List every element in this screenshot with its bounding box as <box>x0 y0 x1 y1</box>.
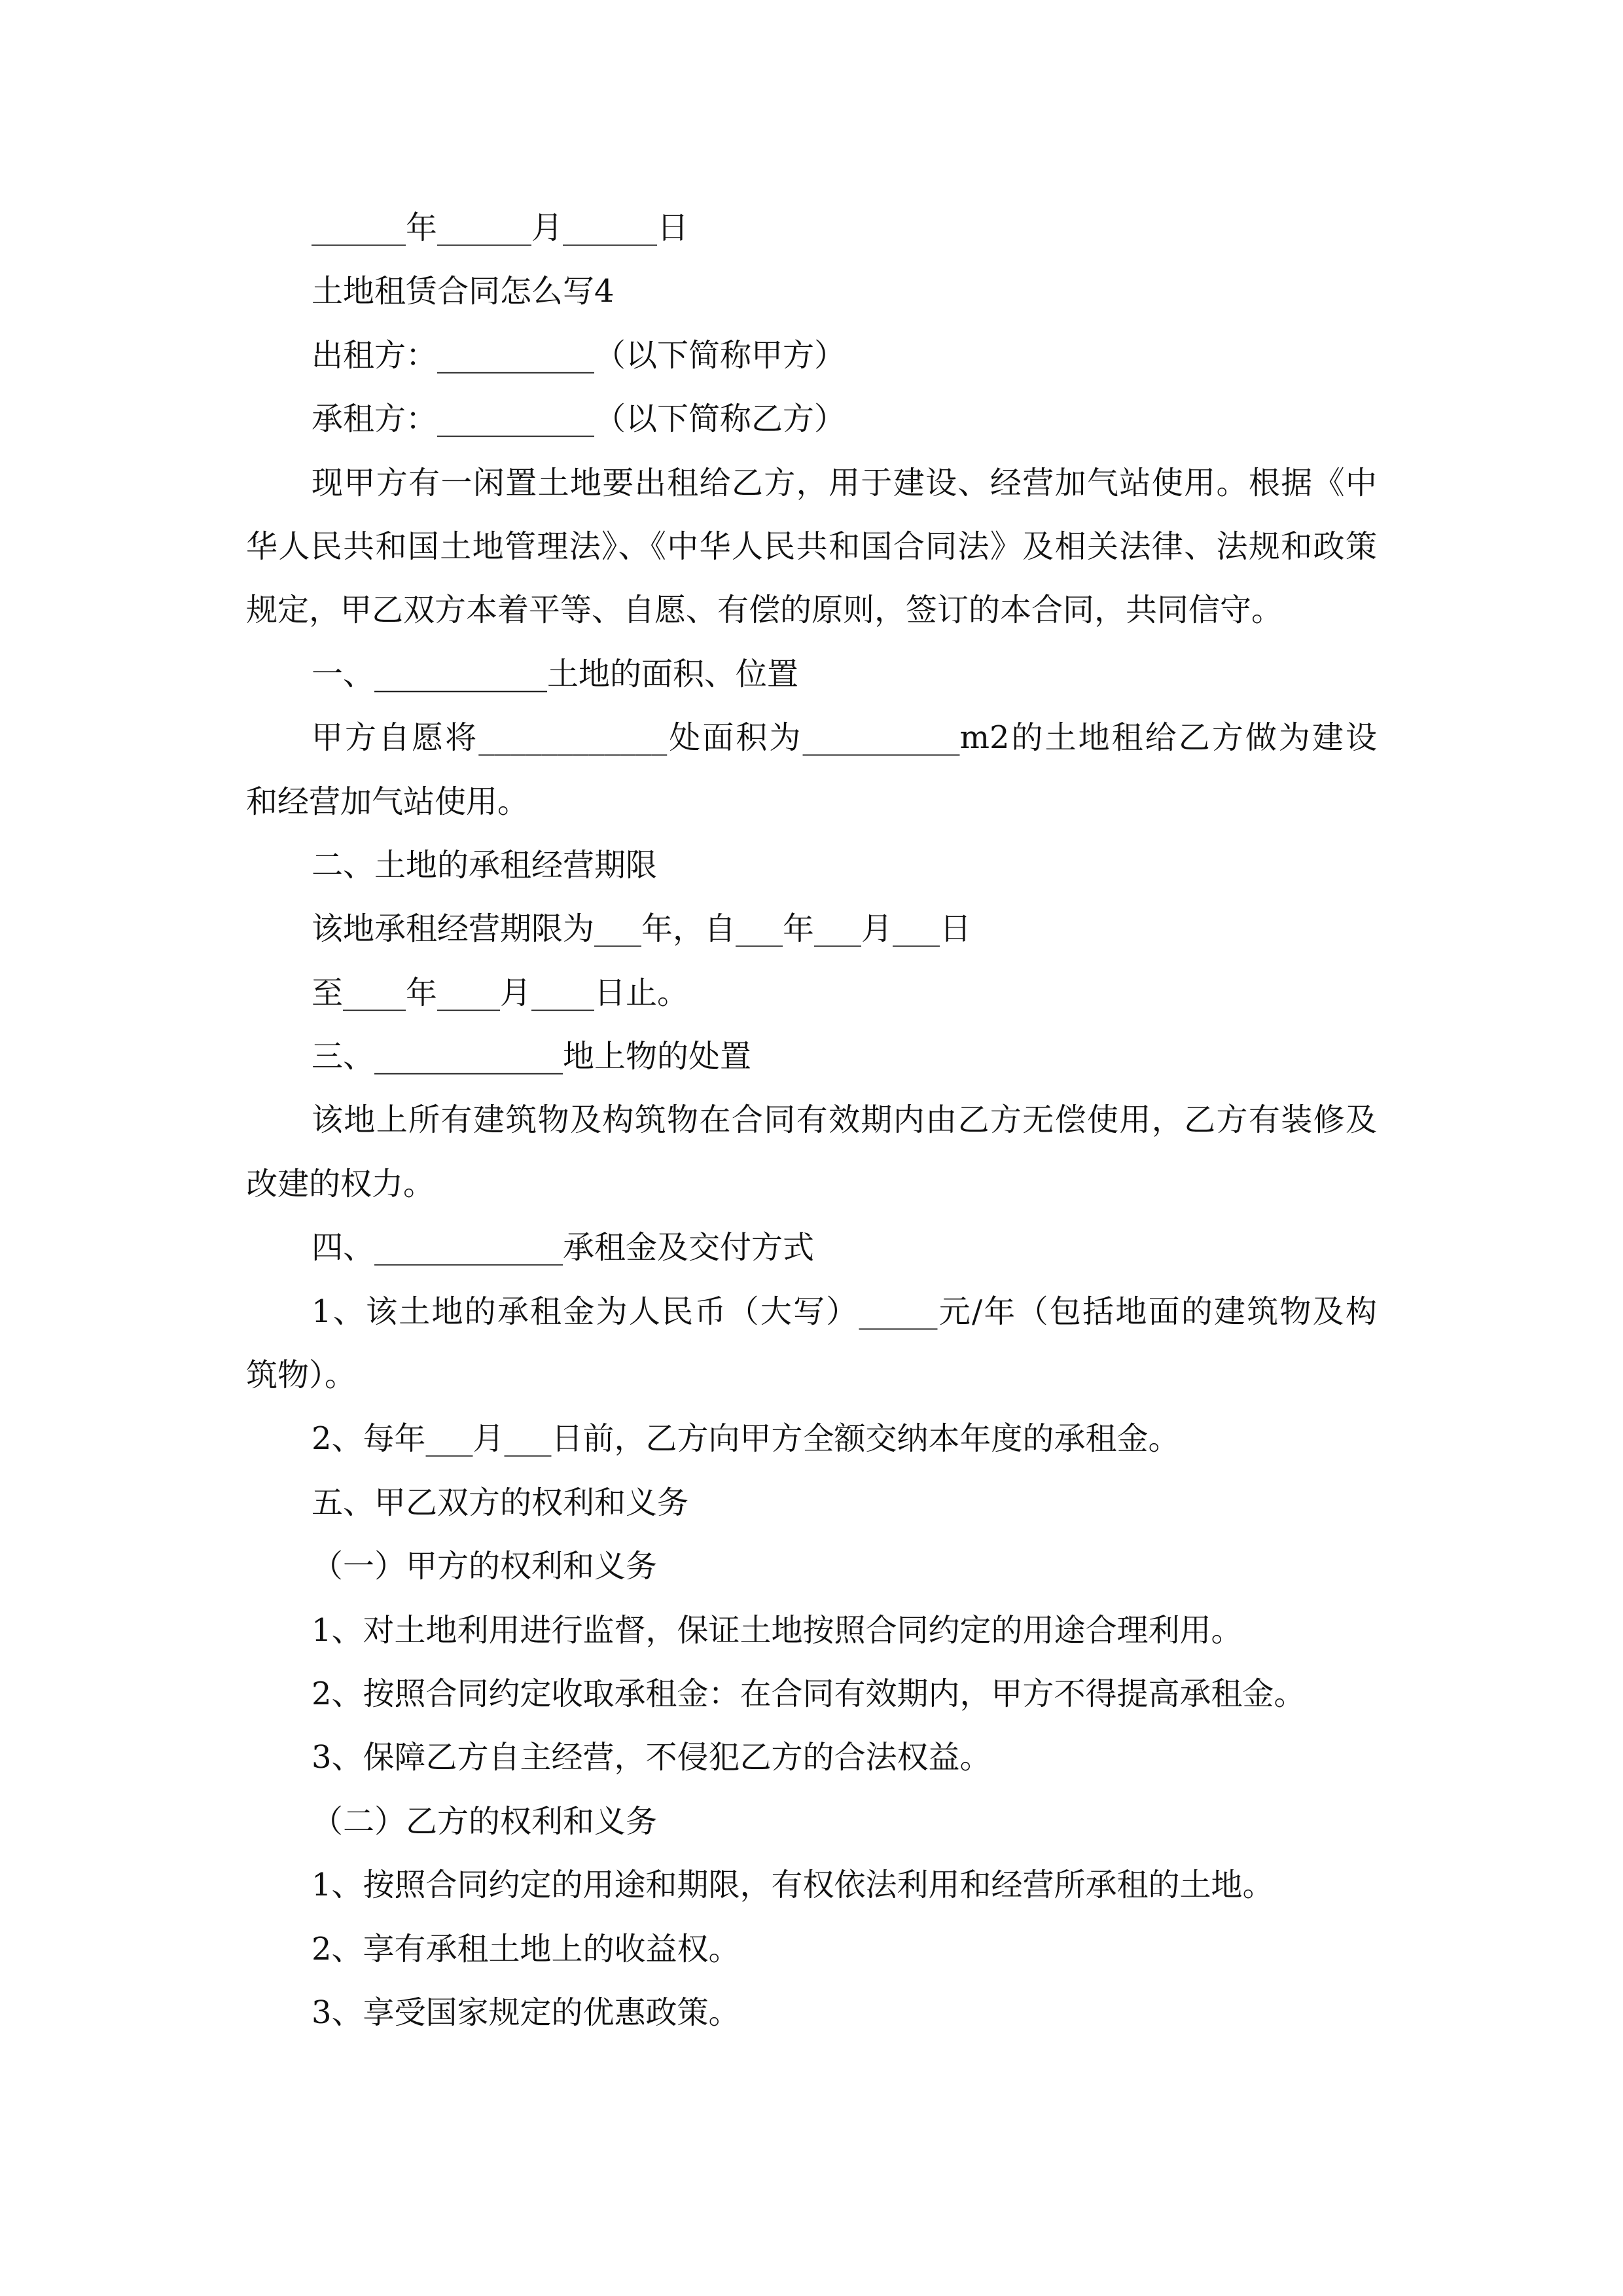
text-line: 一、___________土地的面积、位置 <box>312 655 799 692</box>
text-line: 承租方：__________（以下简称乙方） <box>312 401 846 438</box>
text-line: 2、按照合同约定收取承租金：在合同有效期内，甲方不得提高承租金。 <box>312 1675 1306 1712</box>
text-line: 改建的权力。 <box>246 1165 435 1202</box>
text-line: 至____年____月____日止。 <box>312 974 689 1011</box>
text-line: 3、保障乙方自主经营，不侵犯乙方的合法权益。 <box>312 1739 991 1776</box>
text-line: 华人民共和国土地管理法》、《中华人民共和国合同法》及相关法律、法规和政策 <box>246 528 1377 565</box>
text-line: 3、享受国家规定的优惠政策。 <box>312 1994 740 2031</box>
text-line: 2、享有承租土地上的收益权。 <box>312 1930 740 1967</box>
text-line: （二）乙方的权利和义务 <box>312 1803 658 1840</box>
contract-body <box>246 196 1377 2045</box>
text-line: 1、按照合同约定的用途和期限，有权依法利用和经营所承租的土地。 <box>312 1867 1274 1904</box>
text-line: 出租方：__________（以下简称甲方） <box>312 336 846 374</box>
text-line: ______年______月______日 <box>312 209 689 246</box>
text-line: 1、该土地的承租金为人民币（大写）_____元/年（包括地面的建筑物及构 <box>312 1293 1377 1330</box>
text-line: 筑物）。 <box>246 1357 357 1394</box>
text-line: 甲方自愿将____________处面积为__________m2的土地租给乙方做为建设 <box>312 719 1377 757</box>
text-line: 2、每年___月___日前，乙方向甲方全额交纳本年度的承租金。 <box>312 1420 1180 1458</box>
text-line: 和经营加气站使用。 <box>246 783 529 820</box>
text-line: 1、对土地利用进行监督，保证土地按照合同约定的用途合理利用。 <box>312 1611 1243 1649</box>
text-line: 现甲方有一闲置土地要出租给乙方，用于建设、经营加气站使用。根据《中 <box>312 464 1377 501</box>
text-line: 规定，甲乙双方本着平等、自愿、有偿的原则，签订的本合同，共同信守。 <box>246 592 1283 629</box>
text-line: 该地上所有建筑物及构筑物在合同有效期内由乙方无偿使用，乙方有装修及 <box>312 1102 1377 1139</box>
text-line: 土地租赁合同怎么写4 <box>312 273 615 310</box>
text-line: （一）甲方的权利和义务 <box>312 1548 658 1585</box>
text-line: 四、____________承租金及交付方式 <box>312 1229 815 1266</box>
text-line: 五、甲乙双方的权利和义务 <box>312 1484 689 1521</box>
text-line: 三、____________地上物的处置 <box>312 1038 752 1075</box>
text-line: 二、土地的承租经营期限 <box>312 846 658 884</box>
text-line: 该地承租经营期限为___年，自___年___月___日 <box>312 910 972 948</box>
